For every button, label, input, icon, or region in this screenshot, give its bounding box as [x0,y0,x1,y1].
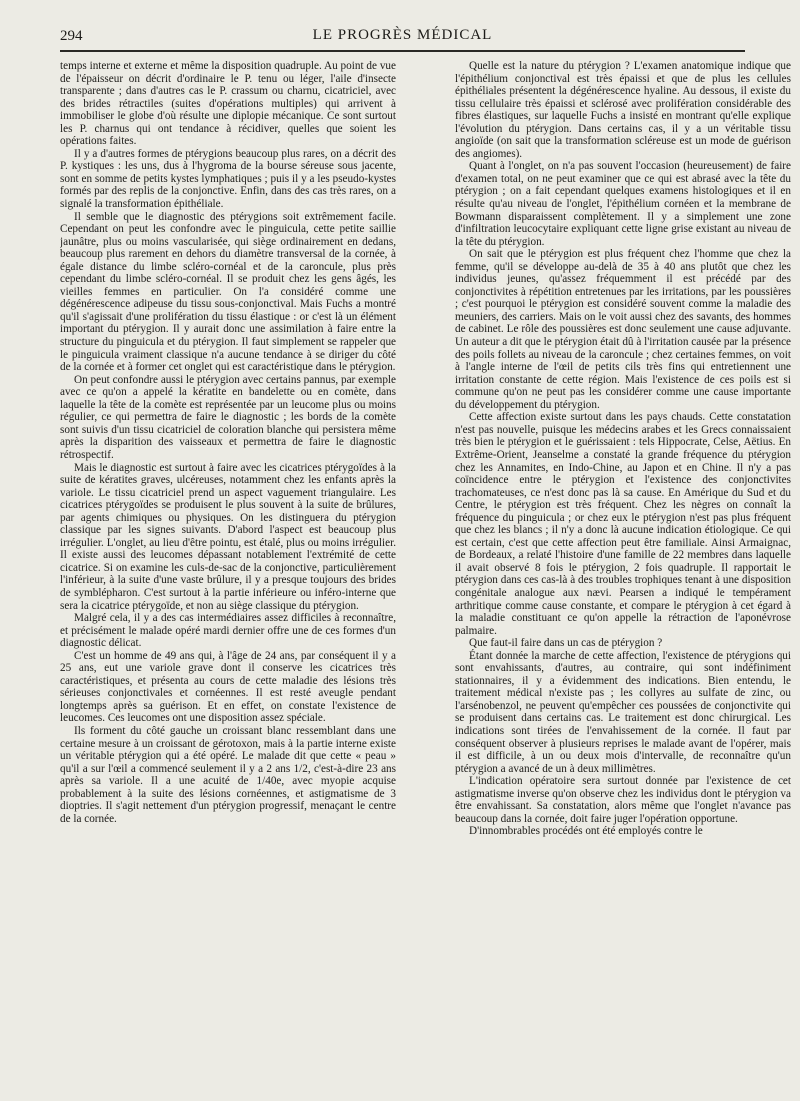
paragraph: On sait que le ptérygion est plus fréquent chez l'homme que chez la femme, qu'il se développe au-delà de 35 à 40 ans plutôt que chez les individus jeunes, qu'assez fréquemment il est précédé par des conjonctivites à répétition entretenues par les irritations, par les poussières ; c'est pourquoi le ptérygion est considéré souvent comme la maladie des meuniers, des carriers. Mais on le voit aussi chez des savants, des hommes de cabinet. Le rôle des poussières est donc seulement une cause adjuvante. Un auteur a dit que le ptérygion était dû à l'irritation causée par la présence des poils follets au niveau de la caroncule ; chez certaines femmes, on voit à l'angle interne de l'œil de petits cils très fins qui entretiennent une irritation constante de cette région. Mais l'existence de ces poils est si commune qu'on ne peut pas les considérer comme une cause importante du développement du ptérygion. [455,248,791,411]
paragraph: Malgré cela, il y a des cas intermédiaires assez difficiles à reconnaître, et précisément le malade opéré mardi dernier offre une de ces formes d'un diagnostic délicat. [60,612,396,650]
paragraph: temps interne et externe et même la disposition quadruple. Au point de vue de l'épaisseur on décrit d'ordinaire le P. tenu ou léger, l'aile d'insecte transparente ; dans d'autres cas le P. crassum ou charnu, cicatriciel, avec des brides rétractiles (suites d'opérations multiples) qui arrivent à immobiliser le globe d'où résulte une diplopie mécanique. Ce sont surtout les P. charnus qui ont tendance à récidiver, quelles que soient les opérations faites. [60,60,396,148]
page-number: 294 [60,28,83,44]
paragraph: Cette affection existe surtout dans les pays chauds. Cette constatation n'est pas nouvelle, puisque les médecins arabes et les Grecs connaissaient très bien le ptérygion et le guérissaient : tels Hippocrate, Celse, Aëtius. En Extrême-Orient, Jeanselme a constaté la grande fréquence du ptérygion chez les Annamites, en Indo-Chine, au Japon et en Chine. Il n'y a pas coïncidence entre le ptérygion et l'existence des conjonctivites trachomateuses, ce n'est donc pas là sa cause. En Amérique du Sud et du Centre, le ptérygion est très fréquent. Chez les nègres on connaît la fréquence du pinguicula ; or chez eux le ptérygion n'est pas plus fréquent que chez les blancs ; il n'y a donc là aucune indication étiologique. Ce qui est certain, c'est que cette affection peut être familiale. Ainsi Armaignac, de Bordeaux, a relaté l'histoire d'une famille de 22 membres dans laquelle il avait observé 8 fois le ptérygion, 2 fois quadruple. Il rapportait le ptérygion dans ces cas-là à des troubles trophiques tenant à une disposition congénitale analogue aux nævi. Pearsen a indiqué le tempérament arthritique comme cause constante, et compare le ptérygion à cet égard à la maladie constituant ce qu'on appelle la rétraction de l'aponévrose palmaire. [455,411,791,637]
paragraph: Quant à l'onglet, on n'a pas souvent l'occasion (heureusement) de faire d'examen total, on ne peut examiner que ce qui est abrasé avec la tête du ptérygion ; on a fait cependant quelques examens histologiques et il en résulte qu'au niveau de l'onglet, l'épithélium cornéen et la membrane de Bowmann disparaissent complètement. Il y a simplement une zone d'infiltration leucocytaire expliquant cette ligne grise existant au niveau de la tête du ptérygion. [455,160,791,248]
paragraph: Il y a d'autres formes de ptérygions beaucoup plus rares, on a décrit des P. kystiques : les uns, dus à l'hygroma de la bourse séreuse sous jacente, sont en somme de petits kystes lymphatiques ; puis il y a les pseudo-kystes formés par des replis de la conjonctive. Enfin, dans des cas très rares, on a signalé la transformation épithéliale. [60,147,396,211]
left-column [60,60,396,1090]
paragraph: Quelle est la nature du ptérygion ? L'examen anatomique indique que l'épithélium conjonctival est très épaissi et que de plus les cellules épithéliales présentent la dégénérescence hyaline. Au dessous, il existe du tissu cellulaire très épaissi et sclérosé avec prolifération considérable des fibres élastiques, sur laquelle Fuchs a insisté en montrant qu'elle explique l'évolution du ptérygion. Dans certains cas, il y a un véritable tissu angioïde (on sait que la transformation scléreuse est un mode de guérison des angiomes). [455,60,791,160]
right-column [455,60,791,1090]
paragraph: L'indication opératoire sera surtout donnée par l'existence de cet astigmatisme inverse qu'on observe chez les individus dont le ptérygion va être envahissant. Sa constatation, alors même que l'onglet n'avance pas beaucoup dans la cornée, doit faire juger l'opération opportune. [455,775,791,825]
paragraph: C'est un homme de 49 ans qui, à l'âge de 24 ans, par conséquent il y a 25 ans, eut une variole grave dont il conserve les cicatrices très caractéristiques, et présenta au cours de cette maladie des lésions très sérieuses conjonctivales et cornéennes. Il est resté aveugle pendant longtemps après sa guérison. Et en effet, on constate l'existence de leucomes. Ces leucomes ont une disposition assez spéciale. [60,649,396,725]
paragraph: Ils forment du côté gauche un croissant blanc ressemblant dans une certaine mesure à un croissant de gérotoxon, mais à la partie interne existe un véritable ptérygion qui a été opéré. Le malade dit que cette « peau » qu'il a sur l'œil a commencé seulement il y a 2 ans 1/2, c'est-à-dire 23 ans après sa variole. Il a une acuité de 1/40e, avec myopie acquise probablement à la suite des lésions cornéennes, et astigmatisme de 3 dioptries. Il s'agit nettement d'un ptérygion progressif, menaçant le centre de la cornée. [60,724,396,825]
paragraph: Mais le diagnostic est surtout à faire avec les cicatrices ptérygoïdes à la suite de kératites graves, ulcéreuses, notamment chez les enfants après la variole. Le tissu cicatriciel prend un aspect vaguement triangulaire. Les cicatrices ptérygoïdes se produisent le plus souvent à la suite de brûlures, par agents chimiques ou physiques. On les distinguera du ptérygion classique par les signes suivants. D'abord l'aspect est beaucoup plus irrégulier. L'onglet, au lieu d'être pointu, est étalé, plus ou moins irrégulier. Il existe aussi des leucomes dépassant notablement l'extrémité de cette cicatrice. Si on examine les culs-de-sac de la conjonctive, particulièrement l'inférieur, à la suite d'une vaste brûlure, il y a presque toujours des brides de symblépharon. C'est surtout à la partie inférieure ou inféro-interne que sera la cicatrice ptérygoïde, et non au siège classique du ptérygion. [60,461,396,612]
paragraph: On peut confondre aussi le ptérygion avec certains pannus, par exemple avec ce qu'on a appelé la kératite en bandelette ou en comète, dans laquelle la tête de la comète est représentée par un leucome plus ou moins régulier, ce qui permettra de faire le diagnostic ; les bords de la comète sont suivis d'un tissu cicatriciel de coloration blanche qui persistera même après la disparition des vaisseaux et permettra de faire le diagnostic rétrospectif. [60,373,396,461]
header-rule [60,50,745,52]
paragraph: Étant donnée la marche de cette affection, l'existence de ptérygions qui sont envahissants, d'autres, au contraire, qui sont indéfiniment stationnaires, il y a évidemment des indications. Bien entendu, le traitement médical n'existe pas ; les collyres au sulfate de zinc, ou l'arsénobenzol, ne peuvent qu'empêcher ces poussées de conjonctivite qui se produisent dans certains cas. Le traitement est donc chirurgical. Les indications sont tirées de l'envahissement de la cornée. Il faut par conséquent observer à plusieurs reprises le malade avant de l'opérer, mais il est difficile, à un ou deux mois d'intervalle, de reconnaître qu'un ptérygion a avancé de un à deux millimètres. [455,649,791,775]
running-header [60,26,745,50]
paragraph: D'innombrables procédés ont été employés contre le [469,825,703,838]
paragraph: Il semble que le diagnostic des ptérygions soit extrêmement facile. Cependant on peut les confondre avec le pinguicula, cette petite saillie jaunâtre, plus ou moins vascularisée, qui siège ordinairement en dedans, beaucoup plus rarement en dehors du diamètre transversal de la cornée, à égale distance du limbe scléro-cornéal et de la caroncule, plus près cependant du limbe scléro-cornéal. Il se produit chez les gens âgés, les vieilles femmes en particulier. On l'a considéré comme une dégénérescence adipeuse du tissu sous-conjonctival. Mais Fuchs a montré qu'il s'agissait d'une prolifération du tissu élastique : or c'est là un élément important du ptérygion. Il y aurait donc une assimilation à faire entre la structure du pinguicula et du ptérygion. Il faut simplement se rappeler que le pinguicula vraiment classique n'a aucune tendance à se diriger du côté de la cornée et à former cet onglet qui est caractéristique dans le ptérygion. [60,210,396,374]
paragraph: Que faut-il faire dans un cas de ptérygion ? [469,637,663,650]
journal-title: LE PROGRÈS MÉDICAL [312,27,493,43]
